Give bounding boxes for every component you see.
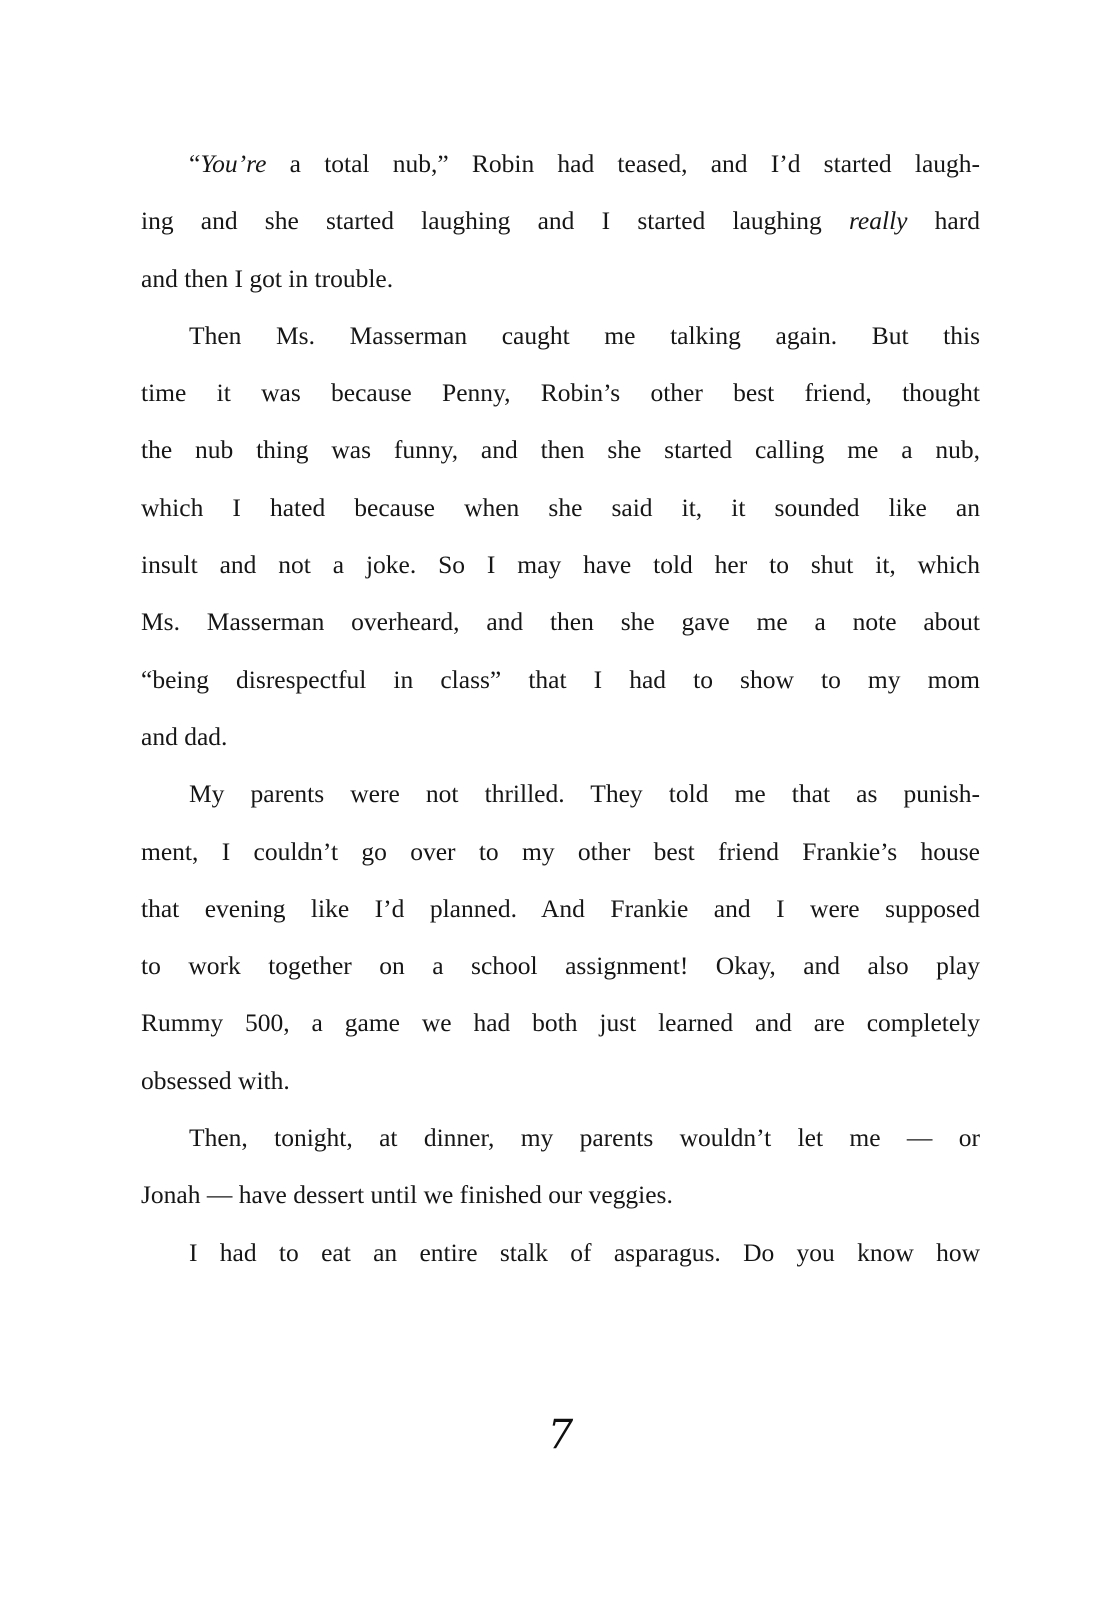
text-line bbox=[141, 1109, 980, 1166]
paragraph bbox=[141, 1224, 980, 1281]
text-segment: which I hated because when she said it, it sounded like an bbox=[141, 492, 980, 522]
text-line bbox=[141, 192, 980, 249]
italic-text-segment: You’re bbox=[200, 149, 267, 178]
text-segment: “being disrespectful in class” that I had to show to my mom bbox=[141, 664, 980, 694]
text-segment: ment, I couldn’t go over to my other best friend Frankie’s house bbox=[141, 836, 980, 866]
text-segment: hard bbox=[907, 206, 980, 236]
page-text bbox=[141, 135, 980, 1281]
text-line bbox=[141, 364, 980, 421]
text-line bbox=[141, 1052, 980, 1109]
text-segment: Then Ms. Masserman caught me talking again. But this bbox=[189, 320, 980, 350]
text-line bbox=[141, 536, 980, 593]
text-segment: time it was because Penny, Robin’s other best friend, thought bbox=[141, 378, 980, 408]
text-segment: Jonah — have dessert until we finished our veggies. bbox=[141, 1180, 673, 1210]
text-segment: a total nub,” Robin had teased, and I’d started laugh- bbox=[266, 149, 980, 178]
text-line bbox=[141, 307, 980, 364]
text-segment: the nub thing was funny, and then she started calling me a nub, bbox=[141, 435, 980, 465]
text-segment: Then, tonight, at dinner, my parents wouldn’t let me — or bbox=[189, 1123, 980, 1153]
paragraph bbox=[141, 765, 980, 1109]
text-line bbox=[141, 994, 980, 1051]
paragraph bbox=[141, 1109, 980, 1224]
italic-text-segment: really bbox=[848, 206, 908, 236]
text-line bbox=[141, 1166, 980, 1223]
text-line bbox=[141, 823, 980, 880]
text-line bbox=[141, 765, 980, 822]
text-segment: Ms. Masserman overheard, and then she gave me a note about bbox=[141, 607, 980, 637]
text-segment: My parents were not thrilled. They told me that as punish- bbox=[189, 779, 980, 809]
text-line bbox=[141, 421, 980, 478]
text-line bbox=[141, 937, 980, 994]
text-segment: Rummy 500, a game we had both just learned and are completely bbox=[141, 1008, 980, 1038]
text-line bbox=[141, 651, 980, 708]
text-segment: obsessed with. bbox=[141, 1065, 290, 1095]
text-segment: “ bbox=[189, 149, 201, 178]
page-number: 7 bbox=[547, 1412, 574, 1458]
paragraph bbox=[141, 135, 980, 307]
text-segment: insult and not a joke. So I may have told her to shut it, which bbox=[141, 550, 980, 580]
text-segment: and dad. bbox=[141, 721, 228, 751]
text-segment: I had to eat an entire stalk of asparagus. Do you know how bbox=[189, 1237, 980, 1267]
text-line bbox=[141, 1224, 980, 1281]
text-segment: that evening like I’d planned. And Frankie and I were supposed bbox=[141, 893, 980, 923]
text-line bbox=[141, 250, 980, 307]
text-line bbox=[141, 708, 980, 765]
text-line bbox=[141, 135, 980, 192]
paragraph bbox=[141, 307, 980, 765]
text-segment: to work together on a school assignment! Okay, and also play bbox=[141, 951, 980, 981]
text-segment: and then I got in trouble. bbox=[141, 263, 394, 293]
text-line bbox=[141, 880, 980, 937]
text-line bbox=[141, 593, 980, 650]
text-segment: ing and she started laughing and I started laughing bbox=[141, 206, 849, 236]
text-line bbox=[141, 479, 980, 536]
